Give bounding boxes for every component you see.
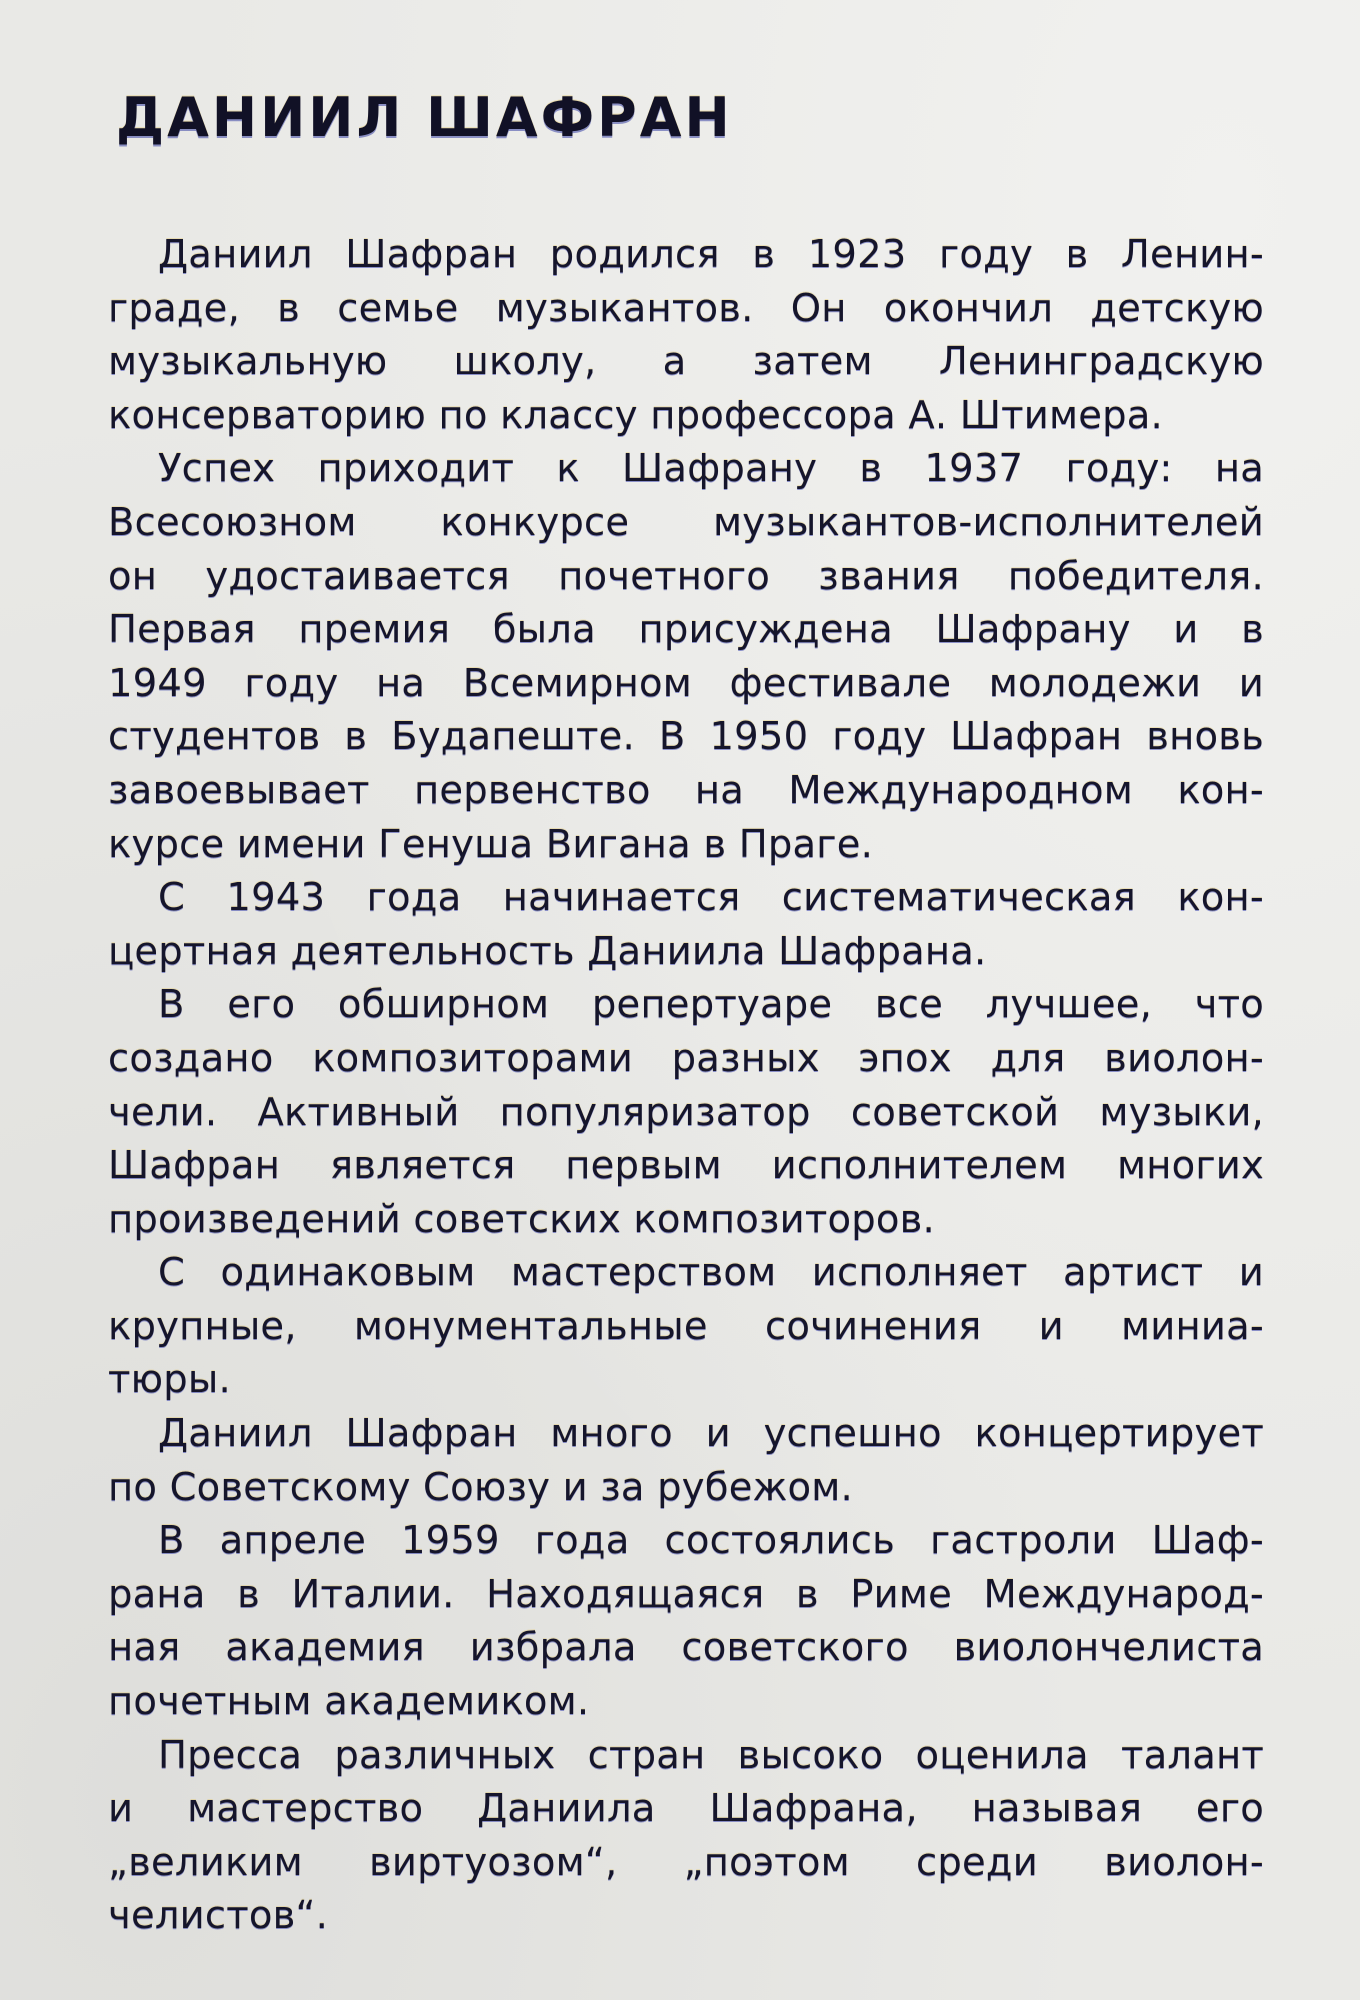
text-line: рана в Италии. Находящаяся в Риме Международ- [108, 1571, 1264, 1617]
text-line: Шафран является первым исполнителем многих [108, 1143, 1264, 1189]
text-line: курсе имени Генуша Вигана в Праге. [108, 821, 874, 867]
text-line: тюры. [108, 1357, 231, 1403]
text-line: челистов“. [108, 1893, 329, 1939]
text-line: он удостаивается почетного звания победителя. [108, 553, 1264, 599]
text-line: почетным академиком. [108, 1679, 590, 1725]
text-line: создано композиторами разных эпох для виолон- [108, 1035, 1264, 1081]
text-line: В апреле 1959 года состоялись гастроли Шаф- [158, 1518, 1264, 1564]
text-line: „великим виртуозом“, „поэтом среди виолон- [108, 1839, 1264, 1885]
text-line: Успех приходит к Шафрану в 1937 году: на [158, 446, 1264, 492]
text-line: 1949 году на Всемирном фестивале молодежи и [108, 660, 1264, 706]
text-line: Даниил Шафран родился в 1923 году в Ленин- [158, 232, 1264, 277]
text-line: Всесоюзном конкурсе музыкантов-исполнителей [108, 499, 1264, 545]
document-title: ДАНИИЛ ШАФРАН [116, 86, 733, 149]
text-line: консерваторию по классу профессора А. Штимера. [108, 392, 1163, 438]
text-line: ная академия избрала советского виолончелиста [108, 1625, 1264, 1671]
text-line: С 1943 года начинается систематическая кон- [158, 875, 1264, 921]
text-line: Первая премия была присуждена Шафрану и в [108, 607, 1264, 653]
text-line: студентов в Будапеште. В 1950 году Шафран вновь [108, 714, 1264, 760]
text-line: по Советскому Союзу и за рубежом. [108, 1464, 853, 1510]
text-line: и мастерство Даниила Шафрана, называя его [108, 1786, 1264, 1832]
text-line: граде, в семье музыкантов. Он окончил детскую [108, 285, 1264, 331]
text-line: произведений советских композиторов. [108, 1196, 935, 1242]
text-line: завоевывает первенство на Международном кон- [108, 767, 1264, 813]
text-line: С одинаковым мастерством исполняет артист и [158, 1250, 1264, 1296]
text-line: крупные, монументальные сочинения и миниа- [108, 1303, 1264, 1349]
text-line: цертная деятельность Даниила Шафрана. [108, 928, 987, 974]
text-line: музыкальную школу, а затем Ленинградскую [108, 339, 1264, 385]
text-line: Даниил Шафран много и успешно концертирует [158, 1411, 1264, 1457]
text-line: Пресса различных стран высоко оценила талант [158, 1732, 1264, 1778]
document-body [108, 228, 1264, 1943]
text-line: чели. Активный популяризатор советской музыки, [108, 1089, 1264, 1135]
text-line: В его обширном репертуаре все лучшее, что [158, 982, 1264, 1028]
